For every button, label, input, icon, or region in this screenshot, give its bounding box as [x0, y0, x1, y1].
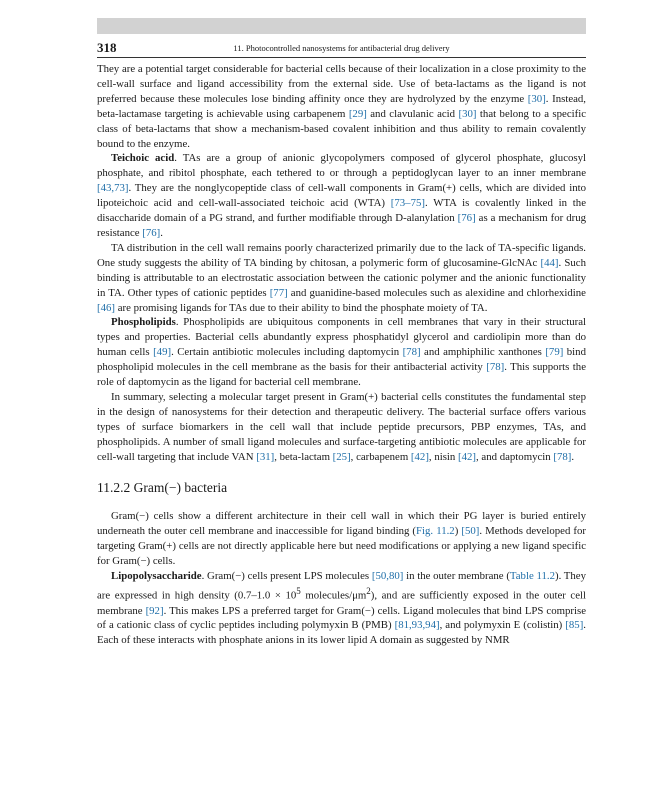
text-span: . They are the nonglycopeptide class of cell-wall components in Gram(+) cells, which are divided into lipoteichoic acid and cell-wall-associated teichoic acid (WTA) — [97, 182, 586, 210]
text-span: . This makes LPS a preferred target for Gram(−) cells. Ligand molecules that bind LPS comprise of a cationic class of cyclic peptides including polymyxin B (PMB) — [97, 604, 586, 632]
text-span: In summary, selecting a molecular target present in Gram(+) bacterial cells constitutes the fundamental step in the design of nanosystems for their detection and therapeutic delivery. The bacterial surface offers various types of surface biomarkers in the cell wall that include peptide precursors, PBP enzymes, TAs, and phospholipids. A number of small ligand molecules and surface-targeting antibiotic molecules are applicable for cell-wall targeting that include VAN — [97, 390, 586, 463]
citation-link[interactable]: [85] — [565, 619, 584, 632]
text-span: and amphiphilic xanthones — [420, 346, 546, 359]
text-span: . Certain antibiotic molecules including daptomycin — [171, 346, 403, 359]
citation-link[interactable]: [25] — [332, 450, 351, 463]
text-span: in the outer membrane ( — [403, 570, 510, 583]
citation-link[interactable]: [30] — [527, 92, 546, 105]
text-span: TA distribution in the cell wall remains poorly characterized primarily due to the lack of TA-specific ligands. One study suggests the ability of TA binding by chitosan, a polymeric form of glucosamine-GlcNAc — [97, 241, 586, 269]
citation-link[interactable]: [30] — [458, 107, 477, 120]
superscript: 5 — [296, 586, 301, 596]
text-span: , carbapenem — [350, 450, 411, 463]
text-span: , beta-lactam — [274, 450, 333, 463]
text-span: and guanidine-based molecules such as alexidine and chlorhexidine — [287, 286, 586, 299]
paragraph-lead-term: Teichoic acid — [111, 152, 175, 165]
text-span: . Such binding is attributable to an electrostatic association between the cationic polymer and the anionic functionality in TA. Other types of cationic peptides — [97, 256, 586, 299]
table-link[interactable]: Table 11.2 — [509, 570, 555, 583]
citation-link[interactable]: [49] — [153, 346, 172, 359]
text-span: . Gram(−) cells present LPS molecules — [201, 570, 372, 583]
text-span: ), and are sufficiently exposed in the outer cell membrane — [97, 589, 586, 617]
citation-link[interactable]: [42] — [410, 450, 429, 463]
text-span: that belong to a specific class of beta-lactams that show a mechanism-based covalent inhibition and thus ability to remain covalently bound to the enzyme. — [97, 107, 587, 150]
text-span: . Methods developed for targeting Gram(+) cells are not directly applicable here but need modifications or applying a new ligand specific for Gram(−) cells. — [97, 525, 587, 568]
text-span: Gram(−) cells show a different architecture in their cell wall in which their PG layer is buried entirely underneath the outer cell membrane and inaccessible for ligand binding ( — [97, 510, 586, 538]
citation-link[interactable]: [79] — [545, 346, 564, 359]
citation-link[interactable]: [31] — [256, 450, 275, 463]
citation-link[interactable]: [44] — [540, 256, 559, 269]
text-span: molecules/μm — [300, 589, 367, 602]
paragraph-teichoic-acid — [97, 151, 586, 240]
text-span: , and polymyxin E (colistin) — [439, 619, 566, 632]
text-span: ) — [454, 525, 462, 538]
paragraph-beta-lactamase — [97, 62, 586, 151]
top-banner-bar — [97, 18, 586, 34]
paragraph-summary — [97, 390, 586, 465]
paragraph-lead-term: Phospholipids — [111, 316, 176, 329]
paragraph-ta-distribution — [97, 241, 586, 316]
citation-link[interactable]: [76] — [457, 212, 476, 225]
citation-link[interactable]: [92] — [145, 604, 164, 617]
page-header — [97, 40, 586, 56]
citation-link[interactable]: [76] — [142, 226, 161, 239]
citation-link[interactable]: [50] — [461, 525, 480, 538]
citation-link[interactable]: [50,80] — [371, 570, 404, 583]
text-span: . Phospholipids are ubiquitous components in cell membranes that vary in their structural types and properties. Bacterial cells abundantly express phosphatidyl glycerol and cardiolipin more than do human cells — [97, 316, 586, 359]
text-span: . Each of these interacts with phosphate anions in its lower lipid A domain as suggested by NMR — [97, 619, 586, 647]
text-span: , nisin — [428, 450, 459, 463]
citation-link[interactable]: [73–75] — [390, 197, 425, 210]
citation-link[interactable]: [77] — [269, 286, 288, 299]
citation-link[interactable]: [42] — [458, 450, 477, 463]
text-span: . Instead, beta-lactamase targeting is achievable using carbapenem — [97, 92, 587, 120]
text-span: and clavulanic acid — [366, 107, 459, 120]
citation-link[interactable]: [43,73] — [97, 182, 129, 195]
page-body — [97, 62, 586, 648]
text-span: . WTA is covalently linked in the disaccharide domain of a PG strand, and further modifiable through D-alanylation — [97, 197, 586, 225]
citation-link[interactable]: [78] — [402, 346, 421, 359]
text-span: ). They are expressed in high density (0.7–1.0 × 10 — [97, 570, 586, 602]
citation-link[interactable]: [78] — [553, 450, 572, 463]
paragraph-gram-negative-intro — [97, 509, 586, 569]
page-number: 318 — [97, 40, 117, 55]
text-span: are promising ligands for TAs due to their ability to bind the phosphate moiety of TA. — [115, 301, 488, 314]
figure-link[interactable]: Fig. 11.2 — [416, 525, 455, 538]
text-span: They are a potential target considerable for bacterial cells because of their localization in a close proximity to the cell-wall surface and ligand accessibility from the external side. Use of beta-lactams as the ligand is not preferred because these molecules lose binding affinity once they are hydrolyzed by the enzyme — [97, 63, 586, 105]
text-span: as a mechanism for drug resistance — [97, 212, 586, 239]
text-span: . — [571, 450, 575, 463]
text-span: . TAs are a group of anionic glycopolymers composed of glycerol phosphate, glucosyl phosphate, and ribitol phosphate, each tethered to or through a peptidoglycan layer to an inner membrane — [97, 152, 586, 180]
text-span: , and daptomycin — [476, 450, 554, 463]
header-rule — [97, 57, 586, 58]
citation-link[interactable]: [78] — [486, 361, 505, 374]
paragraph-lead-term: Lipopolysaccharide — [111, 570, 202, 583]
citation-link[interactable]: [46] — [97, 301, 115, 314]
section-heading: 11.2.2 Gram(−) bacteria — [97, 480, 228, 496]
superscript: 2 — [366, 586, 371, 596]
paragraph-phospholipids — [97, 315, 586, 390]
citation-link[interactable]: [29] — [348, 107, 367, 120]
text-span: . This supports the role of daptomycin as the ligand for bacterial cell membrane. — [97, 361, 586, 389]
running-title: 11. Photocontrolled nanosystems for antibacterial drug delivery — [233, 43, 450, 53]
citation-link[interactable]: [81,93,94] — [394, 619, 440, 632]
text-span: bind phospholipid molecules in the cell membrane as the basis for their antibacterial activity — [97, 346, 586, 374]
paragraph-lipopolysaccharide — [97, 569, 586, 648]
text-span: . — [160, 226, 163, 239]
